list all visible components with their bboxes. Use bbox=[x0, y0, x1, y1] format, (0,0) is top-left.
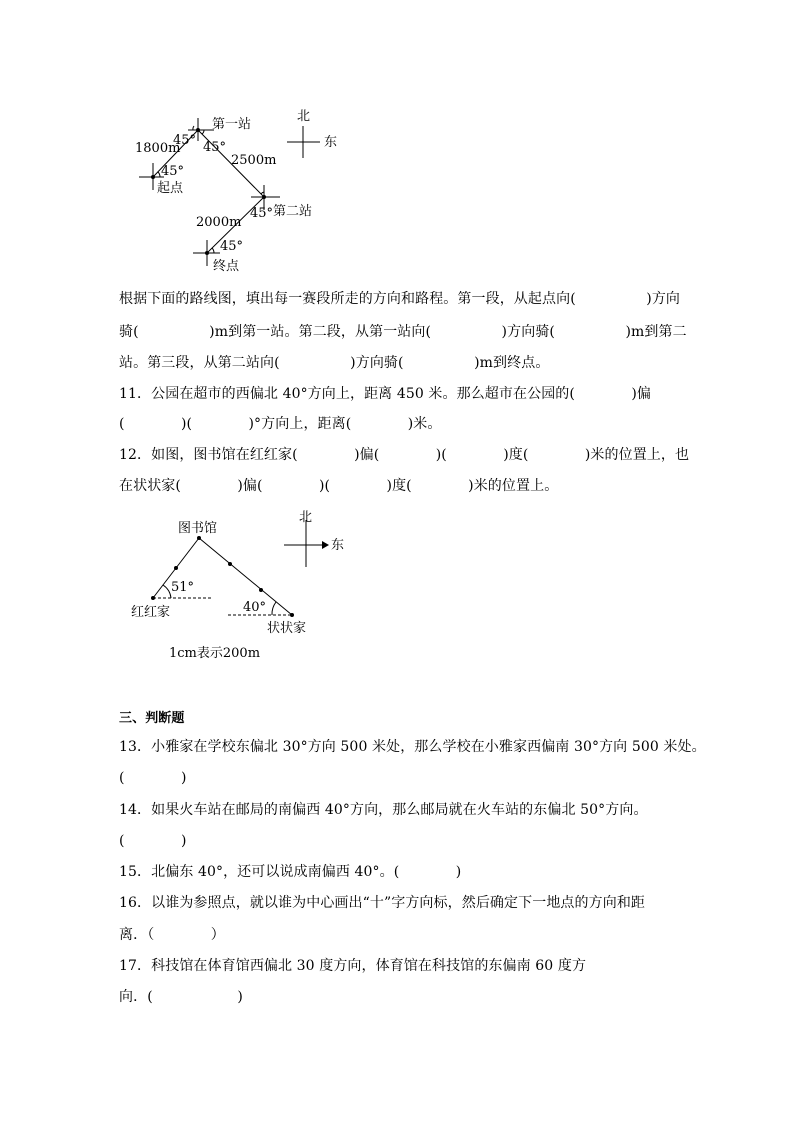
zhuangzhuang-home-label: 状状家 bbox=[267, 621, 307, 636]
q13-line1: 13．小雅家在学校东偏北 30°方向 500 米处，那么学校在小雅家西偏南 30°方向 500 米处。 bbox=[119, 739, 706, 755]
station2-label: 第二站 bbox=[273, 204, 313, 219]
q11-line1: 11．公园在超市的西偏北 40°方向上，距离 450 米。那么超市在公园的( )偏 bbox=[119, 386, 652, 402]
distance-label-3: 2000m bbox=[196, 215, 242, 230]
angle-label-right: 40° bbox=[243, 600, 267, 615]
station1-label: 第一站 bbox=[212, 117, 252, 132]
compass-east-label-2: 东 bbox=[331, 538, 345, 553]
library-label: 图书馆 bbox=[178, 521, 218, 536]
honghong-home-label: 红红家 bbox=[131, 605, 171, 620]
q12-line1: 12．如图，图书馆在红红家( )偏( )( )度( )米的位置上，也 bbox=[119, 447, 690, 463]
start-label: 起点 bbox=[157, 181, 184, 196]
angle-label-s2: 45° bbox=[250, 206, 274, 221]
q17-line1: 17．科技馆在体育馆西偏北 30 度方向，体育馆在科技馆的东偏南 60 度方 bbox=[119, 958, 587, 974]
q14-line1: 14．如果火车站在邮局的南偏西 40°方向，那么邮局就在火车站的东偏北 50°方向。 bbox=[119, 802, 648, 818]
angle-label-left: 51° bbox=[171, 580, 195, 595]
section-title: 三、判断题 bbox=[119, 711, 185, 726]
q16-line2: 离．（ ） bbox=[119, 927, 225, 943]
q14-answer: ( ) bbox=[119, 833, 187, 849]
q17-line2: 向．( ) bbox=[119, 989, 243, 1005]
scale-label: 1cm表示200m bbox=[169, 646, 261, 661]
q10-line3: 站。第三段，从第二站向( )方向骑( )m到终点。 bbox=[119, 355, 550, 371]
q15-line1: 15．北偏东 40°，还可以说成南偏西 40°。( ) bbox=[119, 864, 462, 880]
end-label: 终点 bbox=[213, 259, 240, 274]
distance-label-2: 2500m bbox=[231, 153, 277, 168]
angle-label-start: 45° bbox=[161, 164, 185, 179]
compass-north-label-2: 北 bbox=[299, 510, 313, 525]
compass-east-label: 东 bbox=[324, 135, 338, 150]
compass-north-label: 北 bbox=[297, 109, 311, 124]
q16-line1: 16．以谁为参照点，就以谁为中心画出“十”字方向标，然后确定下一地点的方向和距 bbox=[119, 895, 646, 911]
angle-label-s1-right: 45° bbox=[203, 140, 227, 155]
angle-label-s1-left: 45° bbox=[173, 133, 197, 148]
q12-line2: 在状状家( )偏( )( )度( )米的位置上。 bbox=[119, 478, 559, 494]
q11-line2: ( )( )°方向上，距离( )米。 bbox=[119, 416, 442, 432]
angle-label-end: 45° bbox=[220, 239, 244, 254]
q10-line1: 根据下面的路线图，填出每一赛段所走的方向和路程。第一段，从起点向( )方向 bbox=[119, 291, 681, 307]
distance-label-1: 1800m bbox=[135, 141, 181, 156]
q10-line2: 骑( )m到第一站。第二段，从第一站向( )方向骑( )m到第二 bbox=[119, 324, 687, 340]
q13-answer: ( ) bbox=[119, 770, 187, 786]
